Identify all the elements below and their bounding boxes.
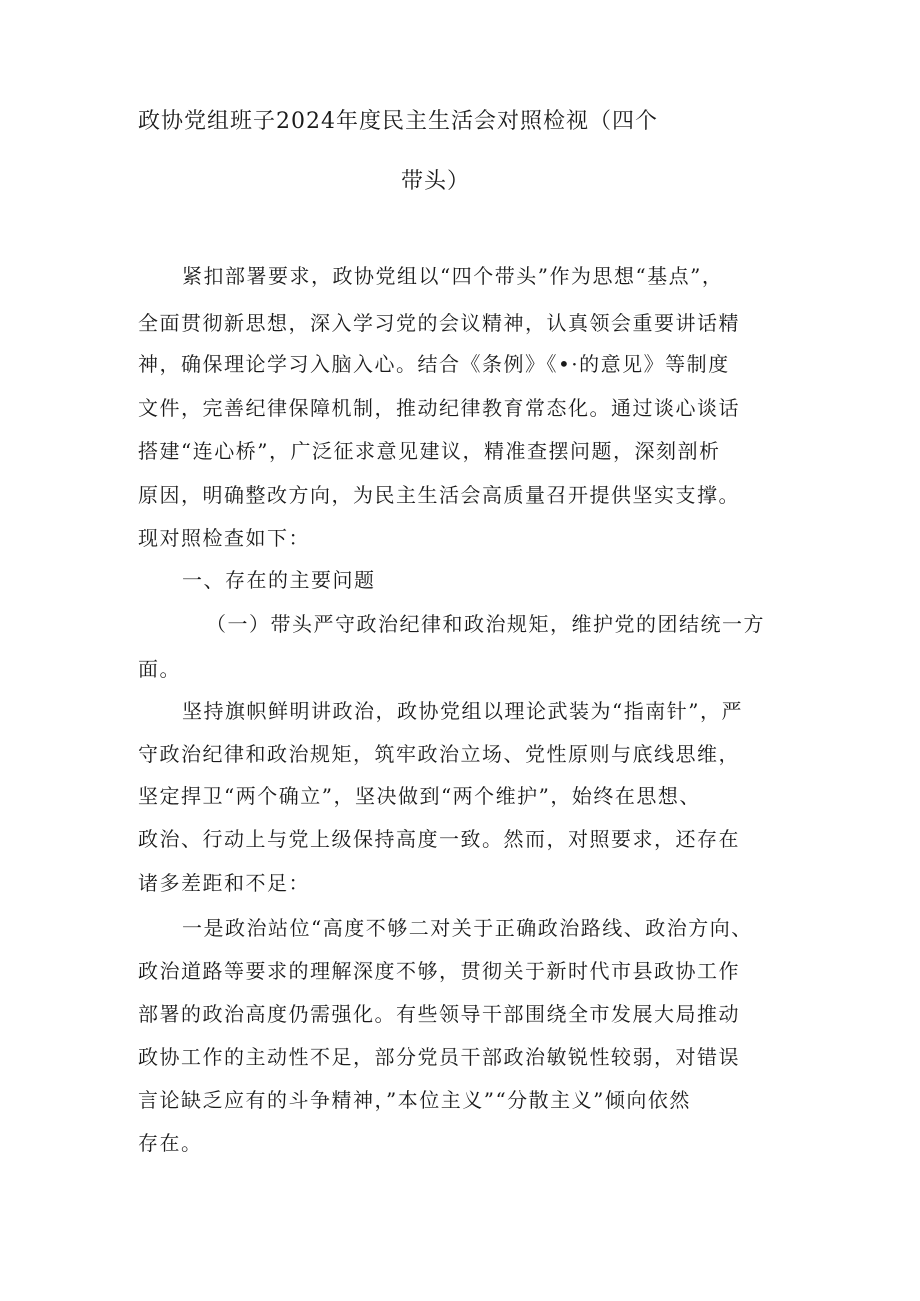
paragraph-line: 政协工作的主动性不足，部分党员干部政治敏锐性较弱，对错误 [138,1045,740,1069]
intro-line: 搭建“连心桥”，广泛征求意见建议，精准查摆问题，深刻剖析 [138,439,721,463]
subsection-heading-line: （一）带头严守政治纪律和政治规矩，维护党的团结统一方 [206,612,765,636]
paragraph-line: 存在。 [138,1131,203,1155]
paragraph-line: 政治、行动上与党上级保持高度一致。然而，对照要求，还存在 [138,827,740,851]
intro-line: 现对照检查如下： [138,526,310,550]
paragraph-line: 守政治纪律和政治规矩，筑牢政治立场、党性原则与底线思维， [138,742,740,766]
paragraph-line: 一是政治站位“高度不够二对关于正确政治路线、政治方向、 [182,916,753,940]
paragraph-line: 坚定捍卫“两个确立”，坚决做到“两个维护”，始终在思想、 [138,784,701,808]
section-heading: 一、存在的主要问题 [182,568,376,592]
paragraph-line: 政治道路等要求的理解深度不够，贯彻关于新时代市县政协工作 [138,959,740,983]
paragraph-line: 坚持旗帜鲜明讲政治，政协党组以理论武装为“指南针”，严 [182,699,743,723]
document-title-line-1: 政协党组班子2024年度民主生活会对照检视（四个 [138,109,658,134]
intro-line: 原因，明确整改方向，为民主生活会高质量召开提供坚实支撑。 [138,483,740,507]
intro-line: 紧扣部署要求，政协党组以“四个带头”作为思想“基点”， [182,264,724,288]
intro-line: 全面贯彻新思想，深入学习党的会议精神，认真领会重要讲话精 [138,311,740,335]
intro-line: 文件，完善纪律保障机制，推动纪律教育常态化。通过谈心谈话 [138,396,740,420]
paragraph-line: 言论缺乏应有的斗争精神，”本位主义”“分散主义”倾向依然 [138,1088,691,1112]
paragraph-line: 部署的政治高度仍需强化。有些领导干部围绕全市发展大局推动 [138,1002,740,1026]
paragraph-line: 诸多差距和不足： [138,871,310,895]
document-title-line-2: 带头） [401,169,471,194]
subsection-heading-line: 面。 [138,657,181,681]
intro-line: 神，确保理论学习入脑入心。结合《条例》《•·的意见》等制度 [138,352,730,376]
